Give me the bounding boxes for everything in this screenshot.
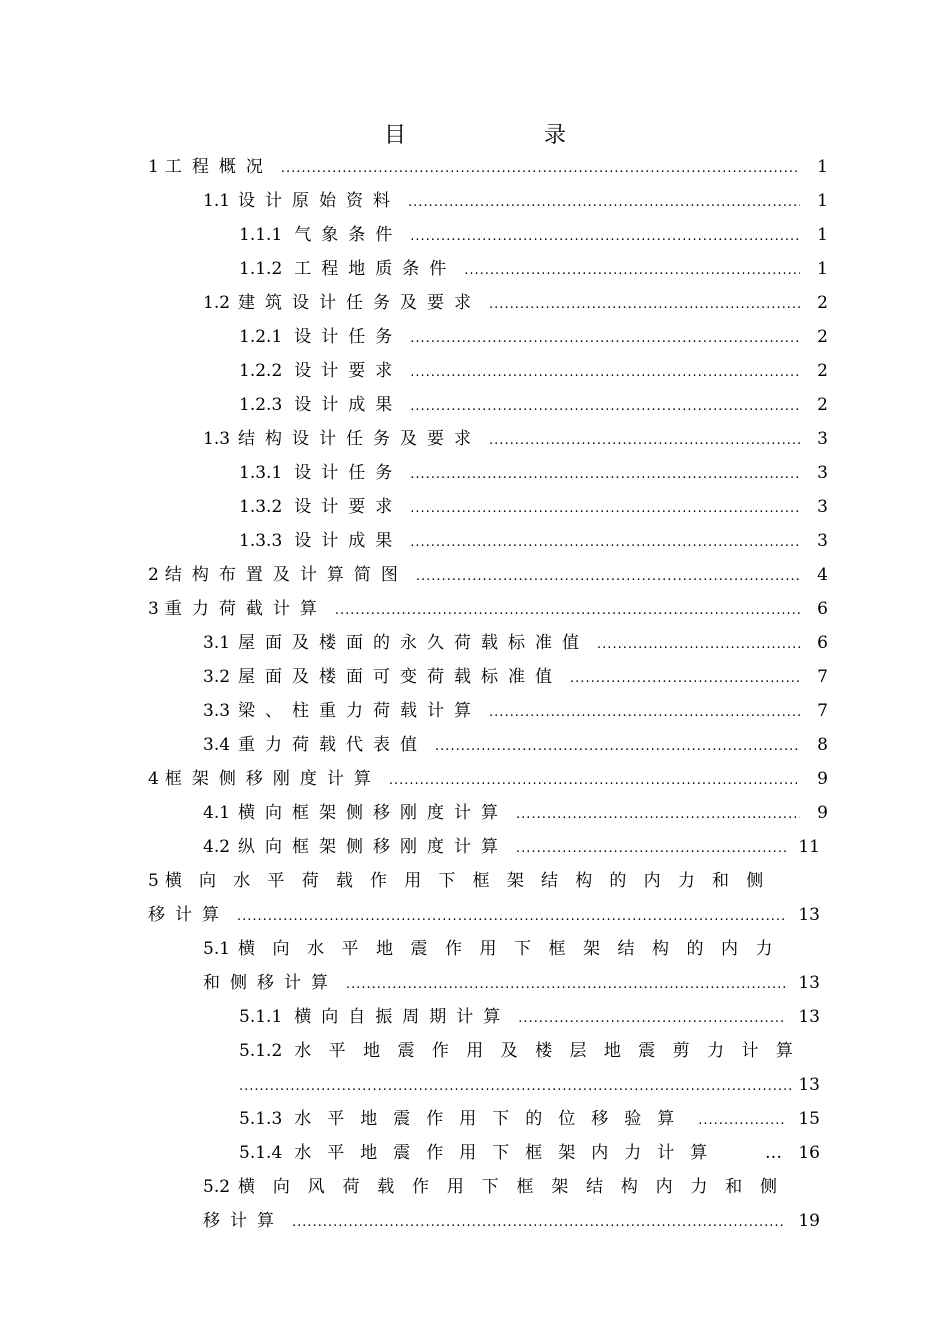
- entry-page: 7: [817, 701, 828, 721]
- entry-number: 5.1.2: [239, 1041, 283, 1061]
- entry-page: 8: [817, 735, 828, 755]
- entry-page: 13: [798, 1075, 820, 1095]
- dot-leader: [410, 458, 800, 492]
- dot-leader: [410, 492, 800, 526]
- entry-page: 1: [817, 191, 828, 211]
- toc-entry-3-2[interactable]: [0, 660, 950, 694]
- toc-entry-2[interactable]: [0, 558, 950, 592]
- entry-number: 1.2: [203, 293, 231, 313]
- entry-text: 设计任务: [294, 463, 403, 483]
- entry-page: 3: [817, 463, 828, 483]
- toc-entry-1-2-1[interactable]: [0, 320, 950, 354]
- dot-leader: [335, 594, 800, 628]
- entry-page: 3: [817, 531, 828, 551]
- dot-leader: [292, 1206, 786, 1240]
- entry-number: 1: [148, 157, 159, 177]
- entry-page: 15: [798, 1109, 820, 1129]
- toc-entry-1-3-3[interactable]: [0, 524, 950, 558]
- entry-text: 屋面及楼面的永久荷载标准值: [238, 633, 590, 653]
- dot-leader: [489, 288, 800, 322]
- entry-number: 2: [148, 565, 159, 585]
- entry-page: 3: [817, 429, 828, 449]
- toc-entry-3-1[interactable]: [0, 626, 950, 660]
- table-of-contents: [0, 150, 950, 1238]
- entry-text: 重力荷截计算: [164, 599, 327, 619]
- entry-page: 1: [817, 157, 828, 177]
- entry-text: 水平地震作用下的位移验算: [294, 1109, 691, 1129]
- dot-leader: [489, 424, 800, 458]
- entry-text: 气象条件: [294, 225, 403, 245]
- entry-text-line1: 水平地震作用及楼层地震剪力计算: [294, 1041, 811, 1061]
- dot-leader: [410, 356, 800, 390]
- entry-number: 1.2.2: [239, 361, 283, 381]
- dot-leader: [597, 628, 800, 662]
- entry-number: 5.1.4: [239, 1143, 283, 1163]
- toc-entry-3-3[interactable]: [0, 694, 950, 728]
- entry-number: 1.3.3: [239, 531, 283, 551]
- toc-entry-4[interactable]: [0, 762, 950, 796]
- entry-number: 5.2: [203, 1177, 231, 1197]
- entry-page: 2: [817, 327, 828, 347]
- entry-text: 设计要求: [294, 361, 403, 381]
- toc-entry-5-1[interactable]: [0, 932, 950, 1000]
- entry-text: 屋面及楼面可变荷载标准值: [238, 667, 563, 687]
- entry-number: 1.1.1: [239, 225, 283, 245]
- toc-entry-1-3-2[interactable]: [0, 490, 950, 524]
- toc-entry-1-1-1[interactable]: [0, 218, 950, 252]
- entry-text: 横向框架侧移刚度计算: [238, 803, 509, 823]
- entry-text: 设计要求: [294, 497, 403, 517]
- entry-text: 设计任务: [294, 327, 403, 347]
- toc-entry-1-2-2[interactable]: [0, 354, 950, 388]
- entry-number: 1.3.1: [239, 463, 283, 483]
- entry-number: 4: [148, 769, 159, 789]
- entry-text: 结构设计任务及要求: [238, 429, 482, 449]
- entry-page: 3: [817, 497, 828, 517]
- entry-text-line1: 横向水平荷载作用下框架结构的内力和侧: [164, 871, 781, 891]
- toc-entry-5-2[interactable]: [0, 1170, 950, 1238]
- entry-number: 3.1: [203, 633, 231, 653]
- entry-number: 5: [148, 871, 159, 891]
- toc-entry-3[interactable]: [0, 592, 950, 626]
- toc-entry-1-3[interactable]: [0, 422, 950, 456]
- toc-entry-1-2-3[interactable]: [0, 388, 950, 422]
- entry-text: 纵向框架侧移刚度计算: [238, 837, 509, 857]
- toc-entry-1-3-1[interactable]: [0, 456, 950, 490]
- entry-page: 13: [798, 973, 820, 993]
- entry-number: 5.1.3: [239, 1109, 283, 1129]
- entry-text-line2: 和侧移计算: [203, 973, 338, 993]
- entry-text: 工程概况: [164, 157, 273, 177]
- dot-leader: [516, 832, 786, 866]
- dot-leader: [237, 900, 786, 934]
- dot-leader: [518, 1002, 786, 1036]
- entry-text-line2: 移计算: [148, 905, 229, 925]
- entry-text: 水平地震作用下框架内力计算: [294, 1143, 724, 1163]
- entry-text-line2: 移计算: [203, 1211, 284, 1231]
- entry-page: 11: [798, 837, 820, 857]
- dot-leader: [410, 390, 800, 424]
- entry-text: 建筑设计任务及要求: [238, 293, 482, 313]
- entry-number: 5.1: [203, 939, 231, 959]
- dot-leader: [389, 764, 800, 798]
- entry-text: 结构布置及计算简图: [164, 565, 408, 585]
- toc-entry-3-4[interactable]: [0, 728, 950, 762]
- toc-entry-4-1[interactable]: [0, 796, 950, 830]
- toc-entry-4-2[interactable]: [0, 830, 950, 864]
- dot-leader: [410, 526, 800, 560]
- toc-entry-1-1-2[interactable]: [0, 252, 950, 286]
- toc-entry-5[interactable]: [0, 864, 950, 932]
- dot-leader: [489, 696, 800, 730]
- entry-text-line1: 横向水平地震作用下框架结构的内力: [238, 939, 791, 959]
- entry-page: 19: [798, 1211, 820, 1231]
- dot-leader: [410, 322, 800, 356]
- entry-number: 3.3: [203, 701, 231, 721]
- entry-page: 13: [798, 1007, 820, 1027]
- entry-page: 9: [817, 769, 828, 789]
- dot-leader: [346, 968, 786, 1002]
- toc-entry-1-1[interactable]: [0, 184, 950, 218]
- entry-text: 横向自振周期计算: [294, 1007, 511, 1027]
- entry-number: 1.1: [203, 191, 231, 211]
- entry-number: 3.2: [203, 667, 231, 687]
- dot-leader: [464, 254, 800, 288]
- dot-leader: [416, 560, 800, 594]
- entry-text: 设计原始资料: [238, 191, 401, 211]
- dot-leader: [281, 152, 800, 186]
- entry-page: 7: [817, 667, 828, 687]
- entry-page: 1: [817, 259, 828, 279]
- entry-page: 6: [817, 599, 828, 619]
- entry-number: 4.1: [203, 803, 231, 823]
- entry-page: 4: [817, 565, 828, 585]
- toc-entry-5-1-1[interactable]: [0, 1000, 950, 1034]
- dot-leader: [408, 186, 800, 220]
- entry-text: 设计成果: [294, 395, 403, 415]
- toc-entry-5-1-2[interactable]: [0, 1034, 950, 1102]
- entry-number: 1.1.2: [239, 259, 283, 279]
- entry-text-line1: 横向风荷载作用下框架结构内力和侧: [238, 1177, 795, 1197]
- entry-page: 2: [817, 293, 828, 313]
- entry-page: 9: [817, 803, 828, 823]
- toc-title: 目 录: [383, 123, 624, 148]
- entry-page: 1: [817, 225, 828, 245]
- dot-leader: [435, 730, 800, 764]
- entry-number: 4.2: [203, 837, 231, 857]
- dot-leader: [570, 662, 800, 696]
- dot-leader: [239, 1070, 794, 1104]
- toc-entry-1[interactable]: [0, 150, 950, 184]
- entry-page: 13: [798, 905, 820, 925]
- entry-number: 5.1.1: [239, 1007, 283, 1027]
- entry-number: 1.3: [203, 429, 231, 449]
- entry-page: 2: [817, 395, 828, 415]
- toc-entry-1-2[interactable]: [0, 286, 950, 320]
- toc-entry-5-1-3[interactable]: [0, 1102, 950, 1136]
- toc-entry-5-1-4[interactable]: [0, 1136, 950, 1170]
- entry-number: 1.2.1: [239, 327, 283, 347]
- entry-page: 6: [817, 633, 828, 653]
- entry-text: 重力荷载代表值: [238, 735, 428, 755]
- entry-page: 16: [798, 1143, 820, 1163]
- entry-number: 3: [148, 599, 159, 619]
- entry-number: 3.4: [203, 735, 231, 755]
- entry-text: 框架侧移刚度计算: [164, 769, 381, 789]
- entry-page: 2: [817, 361, 828, 381]
- dot-leader: [698, 1104, 786, 1138]
- entry-text: 设计成果: [294, 531, 403, 551]
- dot-leader: [516, 798, 800, 832]
- dot-leader: [410, 220, 800, 254]
- entry-text: 工程地质条件: [294, 259, 457, 279]
- entry-text: 梁、柱重力荷载计算: [238, 701, 482, 721]
- ellipsis: …: [765, 1143, 782, 1163]
- entry-number: 1.3.2: [239, 497, 283, 517]
- entry-number: 1.2.3: [239, 395, 283, 415]
